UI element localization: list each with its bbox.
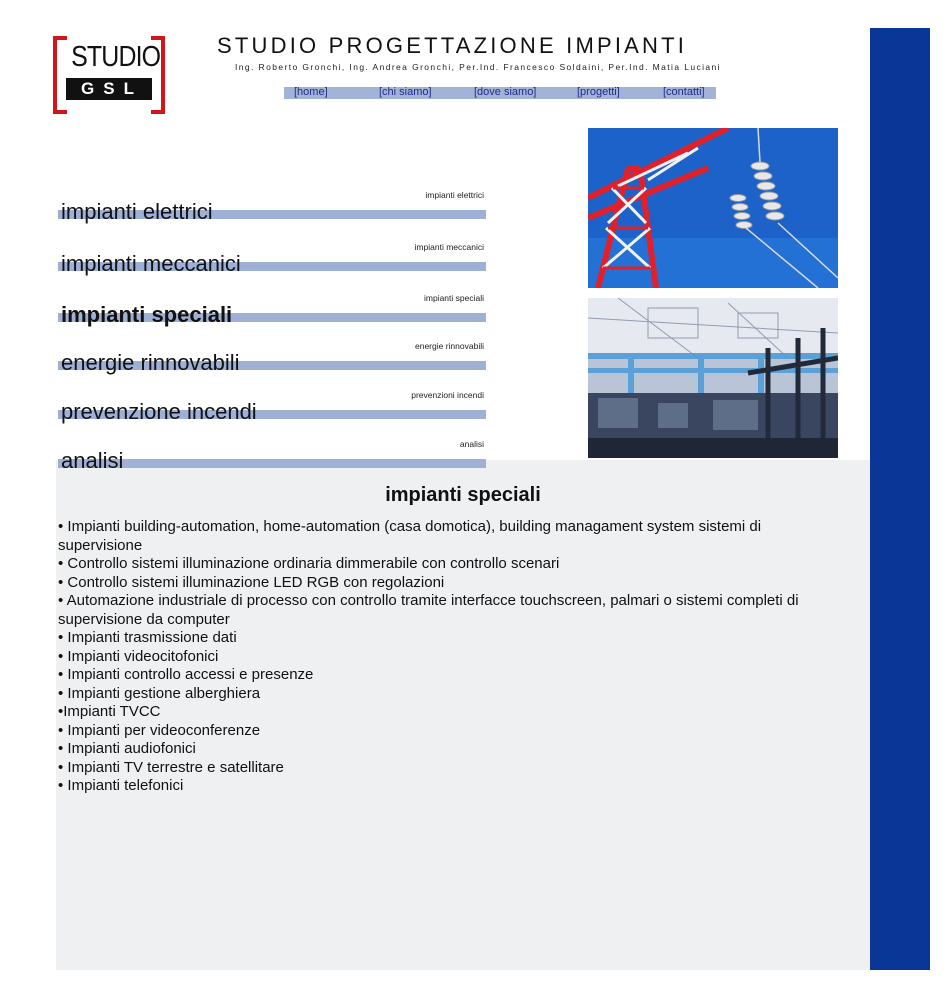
menu-item-caption: prevenzioni incendi <box>411 390 484 400</box>
list-item: • Impianti videocitofonici <box>58 647 219 665</box>
list-item: • Impianti controllo accessi e presenze <box>58 666 314 683</box>
menu-item-impianti-speciali[interactable] <box>58 293 486 340</box>
menu-item-analisi[interactable] <box>58 439 486 486</box>
list-item: • Controllo sistemi illuminazione ordinaria dimmerabile con controllo scenari <box>58 555 560 572</box>
list-item: • Impianti per videoconferenze <box>58 721 261 739</box>
menu-item-impianti-elettrici[interactable] <box>58 190 486 237</box>
logo-gsl-text: GSL <box>66 78 152 100</box>
list-item: • Controllo sistemi illuminazione LED RGB con regolazioni <box>58 573 445 591</box>
menu-item-caption: impianti speciali <box>424 293 484 303</box>
logo-bracket-left <box>53 36 67 114</box>
menu-item-label: analisi <box>61 448 124 473</box>
services-list <box>58 518 834 796</box>
nav-dove-siamo-link[interactable]: [dove siamo] <box>474 86 537 98</box>
content-panel <box>56 460 870 970</box>
plant-illustration <box>588 298 838 458</box>
pylon-illustration <box>588 128 838 288</box>
list-item: • Impianti telefonici <box>58 777 184 794</box>
menu-item-caption: impianti elettrici <box>425 190 484 200</box>
pylon-photo <box>588 128 838 288</box>
nav-progetti-link[interactable]: [progetti] <box>577 86 620 98</box>
site-subtitle: Ing. Roberto Gronchi, Ing. Andrea Gronchi, Per.Ind. Francesco Soldaini, Per.Ind. Matia Luciani <box>235 62 721 72</box>
content-title: impianti speciali <box>385 484 541 506</box>
list-item: • Automazione industriale di processo con controllo tramite interfacce touchscreen, palmari o sistemi completi di supervisione da computer <box>58 592 799 628</box>
list-item: • Impianti audiofonici <box>58 740 196 757</box>
site-title: STUDIO PROGETTAZIONE IMPIANTI <box>217 33 688 58</box>
menu-item-energie-rinnovabili[interactable] <box>58 341 486 388</box>
menu-item-caption: energie rinnovabili <box>415 341 484 351</box>
logo-studio-text: STUDIO <box>71 41 161 73</box>
menu-item-impianti-meccanici[interactable] <box>58 242 486 289</box>
top-nav <box>284 87 716 99</box>
studio-gsl-logo[interactable] <box>53 36 165 108</box>
menu-item-label: prevenzione incendi <box>61 399 257 424</box>
list-item: • Impianti gestione alberghiera <box>58 684 261 702</box>
right-blue-band <box>870 28 930 970</box>
menu-item-label: impianti elettrici <box>61 199 213 224</box>
menu-item-label: energie rinnovabili <box>61 350 240 375</box>
menu-item-caption: impianti meccanici <box>414 242 484 252</box>
list-item: •Impianti TVCC <box>58 703 161 720</box>
menu-item-label: impianti speciali <box>61 302 233 327</box>
list-item: • Impianti building-automation, home-automation (casa domotica), building managament system sistemi di supervisione <box>58 518 762 554</box>
list-item: • Impianti TV terrestre e satellitare <box>58 758 284 776</box>
nav-home-link[interactable]: [home] <box>294 86 328 98</box>
industrial-plant-photo <box>588 298 838 458</box>
list-item: • Impianti trasmissione dati <box>58 629 237 646</box>
menu-item-caption: analisi <box>459 439 484 449</box>
nav-contatti-link[interactable]: [contatti] <box>663 86 705 98</box>
menu-item-prevenzione-incendi[interactable] <box>58 390 486 437</box>
nav-chi-siamo-link[interactable]: [chi siamo] <box>379 86 432 98</box>
menu-item-label: impianti meccanici <box>61 251 241 276</box>
